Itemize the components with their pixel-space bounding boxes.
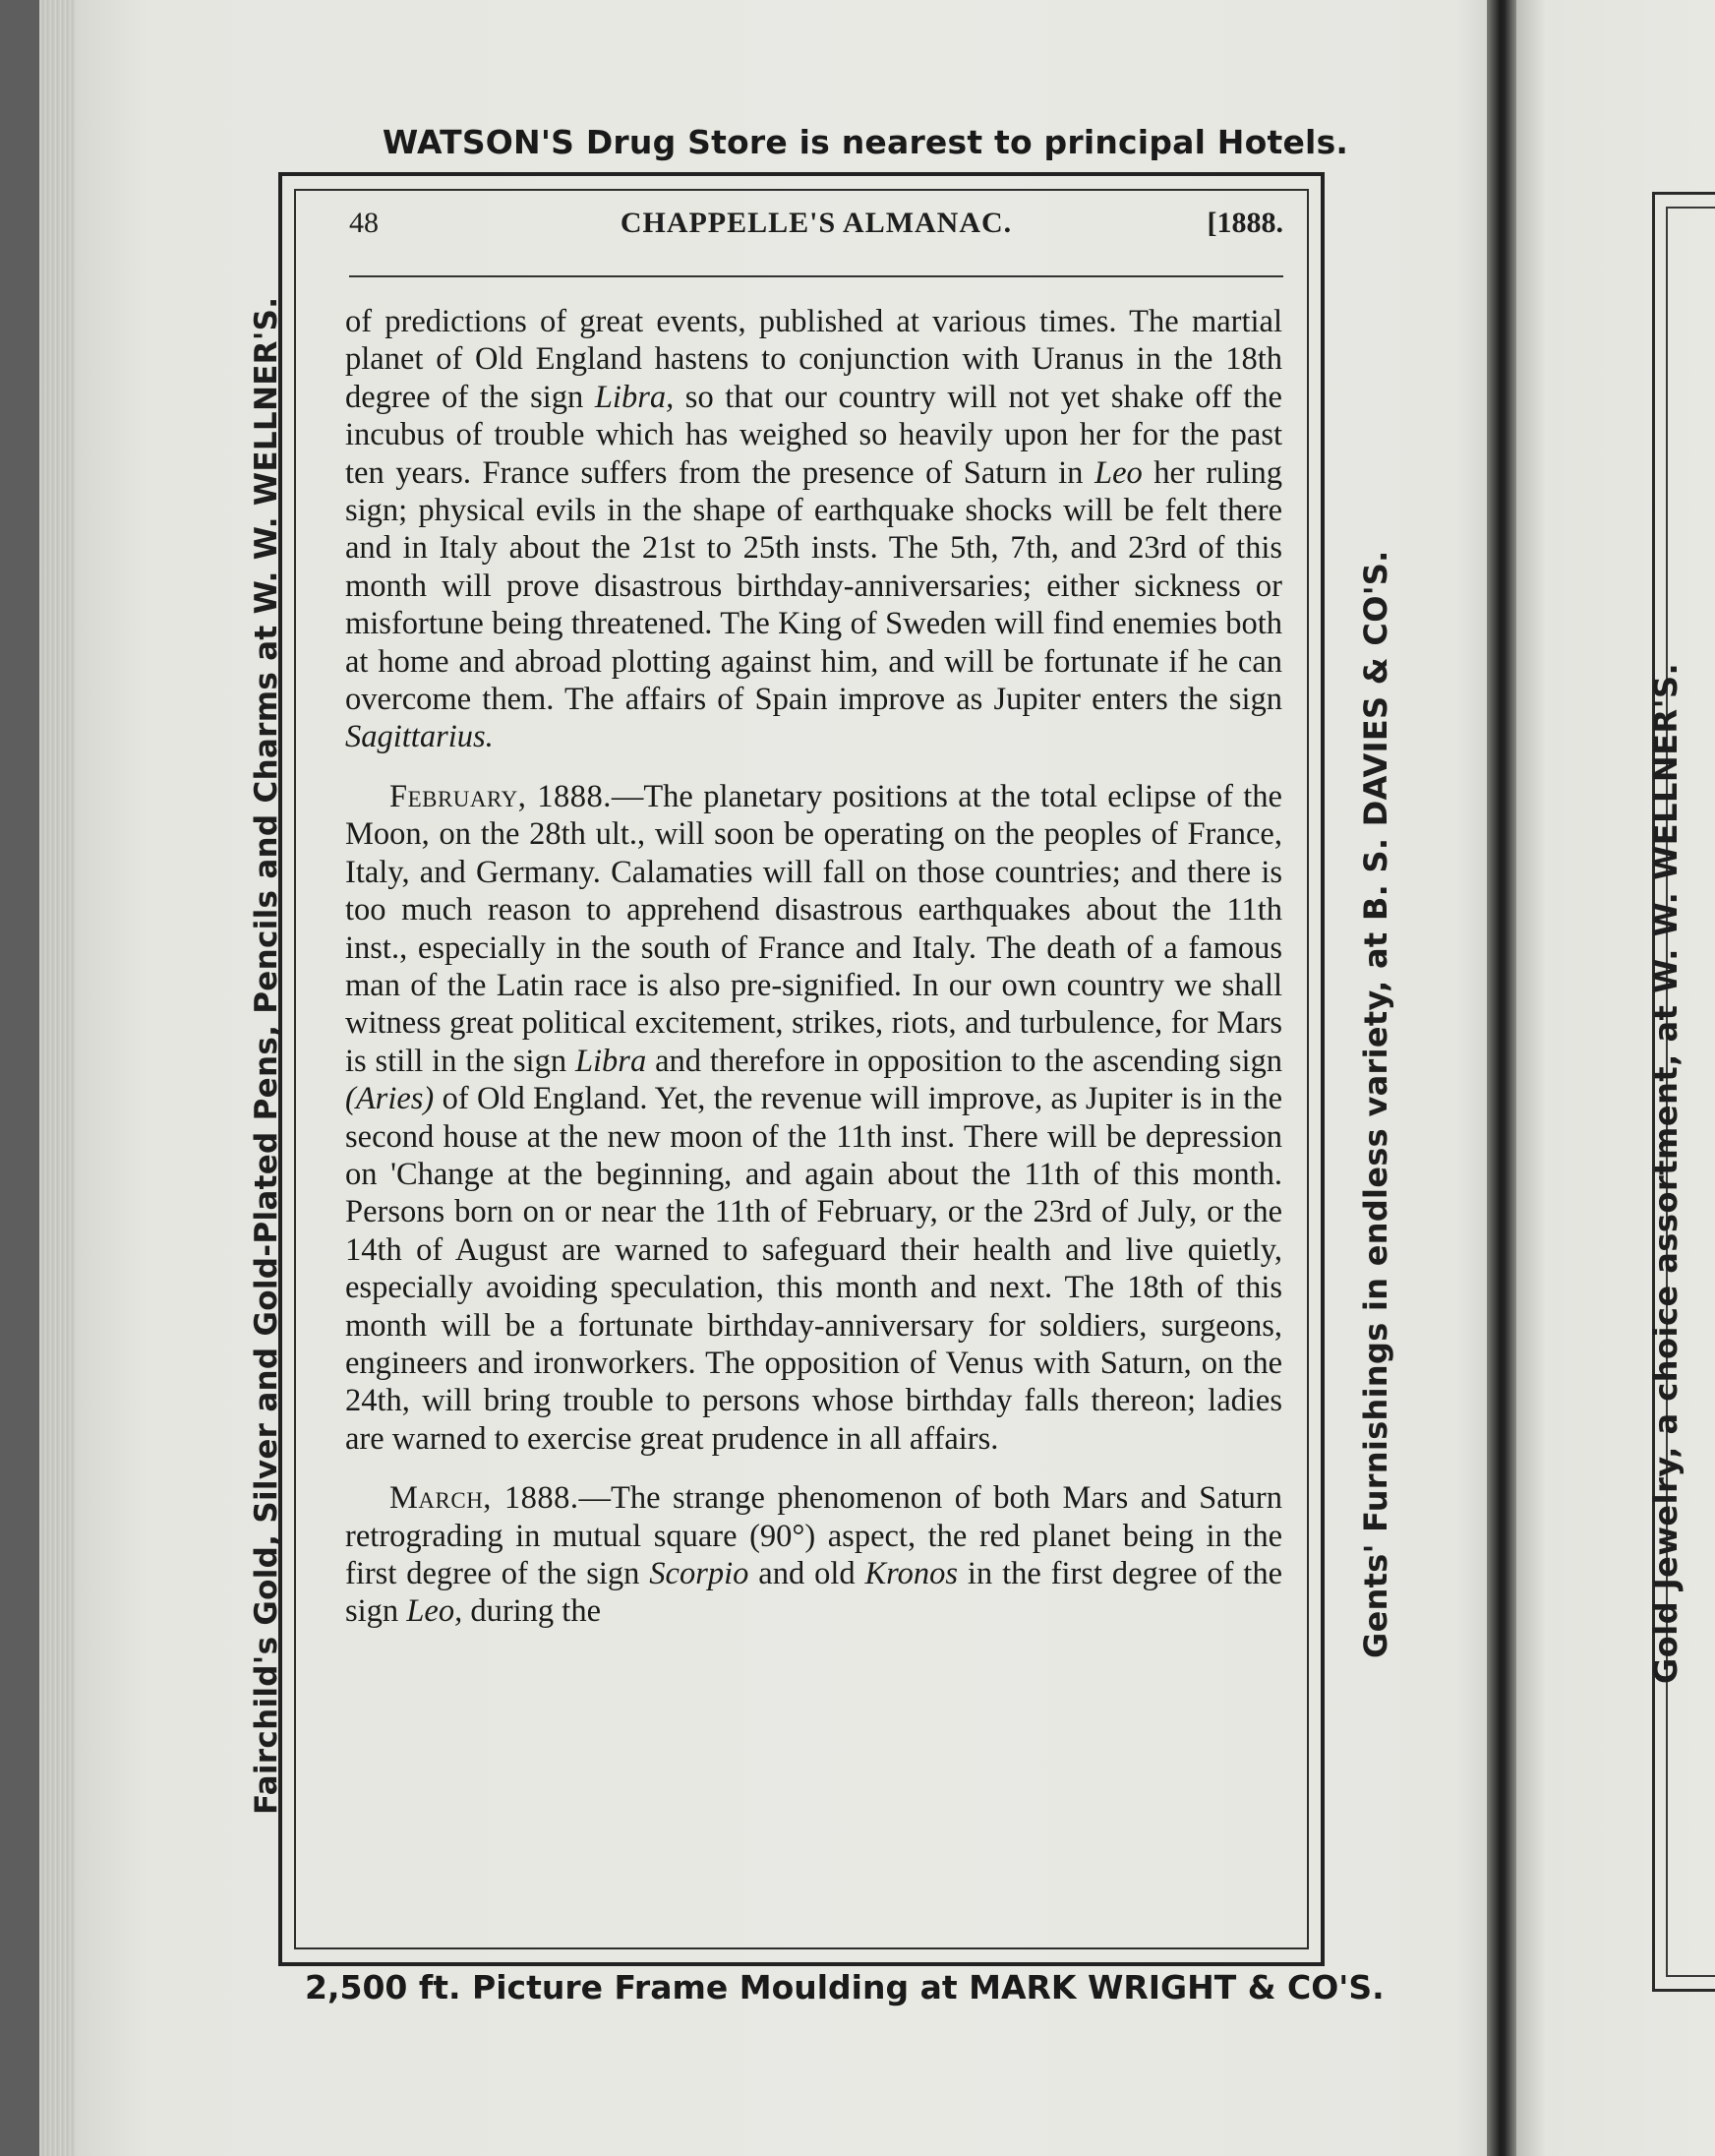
- march-heading: March, 1888.: [389, 1480, 579, 1517]
- almanac-title: CHAPPELLE'S ALMANAC.: [620, 207, 1013, 239]
- book-gutter: [1487, 0, 1516, 2156]
- page-number: 48: [349, 207, 379, 239]
- facing-page-advertisement: Gold Jewelry, a choice assortment, at W. W. WELLNER'S.: [1647, 662, 1685, 1684]
- left-margin-advertisement: Fairchild's Gold, Silver and Gold-Plated Pens, Pencils and Charms at W. W. WELLNER'S.: [249, 296, 284, 1815]
- footer-advertisement: 2,500 ft. Picture Frame Moulding at MARK WRIGHT & CO'S.: [305, 1968, 1385, 2006]
- page-edges: [39, 0, 75, 2156]
- paragraph-february: February, 1888.—The planetary positions at the total eclipse of the Moon, on the 28th ult., will soon be operating on the peoples of France, Italy, and Germany. Calamaties will fall on those countries; and there is too much reason to apprehend disastrous earthquakes about the 11th inst., especially in the south of France and Italy. The death of a famous man of the Latin race is also pre-signified. In our own country we shall witness great political excitement, strikes, riots, and turbulence, for Mars is still in the sign Libra and therefore in opposition to the ascending sign (Aries) of Old England. Yet, the revenue will improve, as Jupiter is in the second house at the new moon of the 11th inst. There will be depression on 'Change at the beginning, and again about the 11th of this month. Persons born on or near the 11th of February, or the 23rd of July, or the 14th of August are warned to safeguard their health and live quietly, especially avoiding speculation, this month and next. The 18th of this month will be a fortunate birthday-anniversary for soldiers, surgeons, engineers and ironworkers. The opposition of Venus with Saturn, on the 24th, will bring trouble to persons whose birthday falls thereon; ladies are warned to exercise great prudence in all affairs.: [345, 778, 1282, 1457]
- running-head-year: [1888.: [1207, 207, 1283, 239]
- right-margin-advertisement: Gents' Furnishings in endless variety, at B. S. DAVIES & CO'S.: [1357, 550, 1394, 1658]
- running-head: [349, 207, 1283, 254]
- header-advertisement: WATSON'S Drug Store is nearest to principal Hotels.: [382, 123, 1349, 161]
- paragraph-march: March, 1888.—The strange phenomenon of both Mars and Saturn retrograding in mutual square (90°) aspect, the red planet being in the first degree of the sign Scorpio and old Kronos in the first degree of the sign Leo, during the: [345, 1480, 1282, 1630]
- paragraph-continued: of predictions of great events, published at various times. The martial planet of Old England hastens to conjunction with Uranus in the 18th degree of the sign Libra, so that our country will not yet shake off the incubus of trouble which has weighed so heavily upon her for the past ten years. France suffers from the presence of Saturn in Leo her ruling sign; physical evils in the shape of earthquake shocks will be felt there and in Italy about the 21st to 25th insts. The 5th, 7th, and 23rd of this month will prove disastrous birthday-anniversaries; either sickness or misfortune being threatened. The King of Sweden will find enemies both at home and abroad plotting against him, and will be fortunate if he can overcome them. The affairs of Spain improve as Jupiter enters the sign Sagittarius.: [345, 304, 1282, 755]
- article-body: [345, 303, 1282, 1631]
- header-rule: [349, 275, 1283, 277]
- february-heading: February, 1888.: [389, 778, 612, 814]
